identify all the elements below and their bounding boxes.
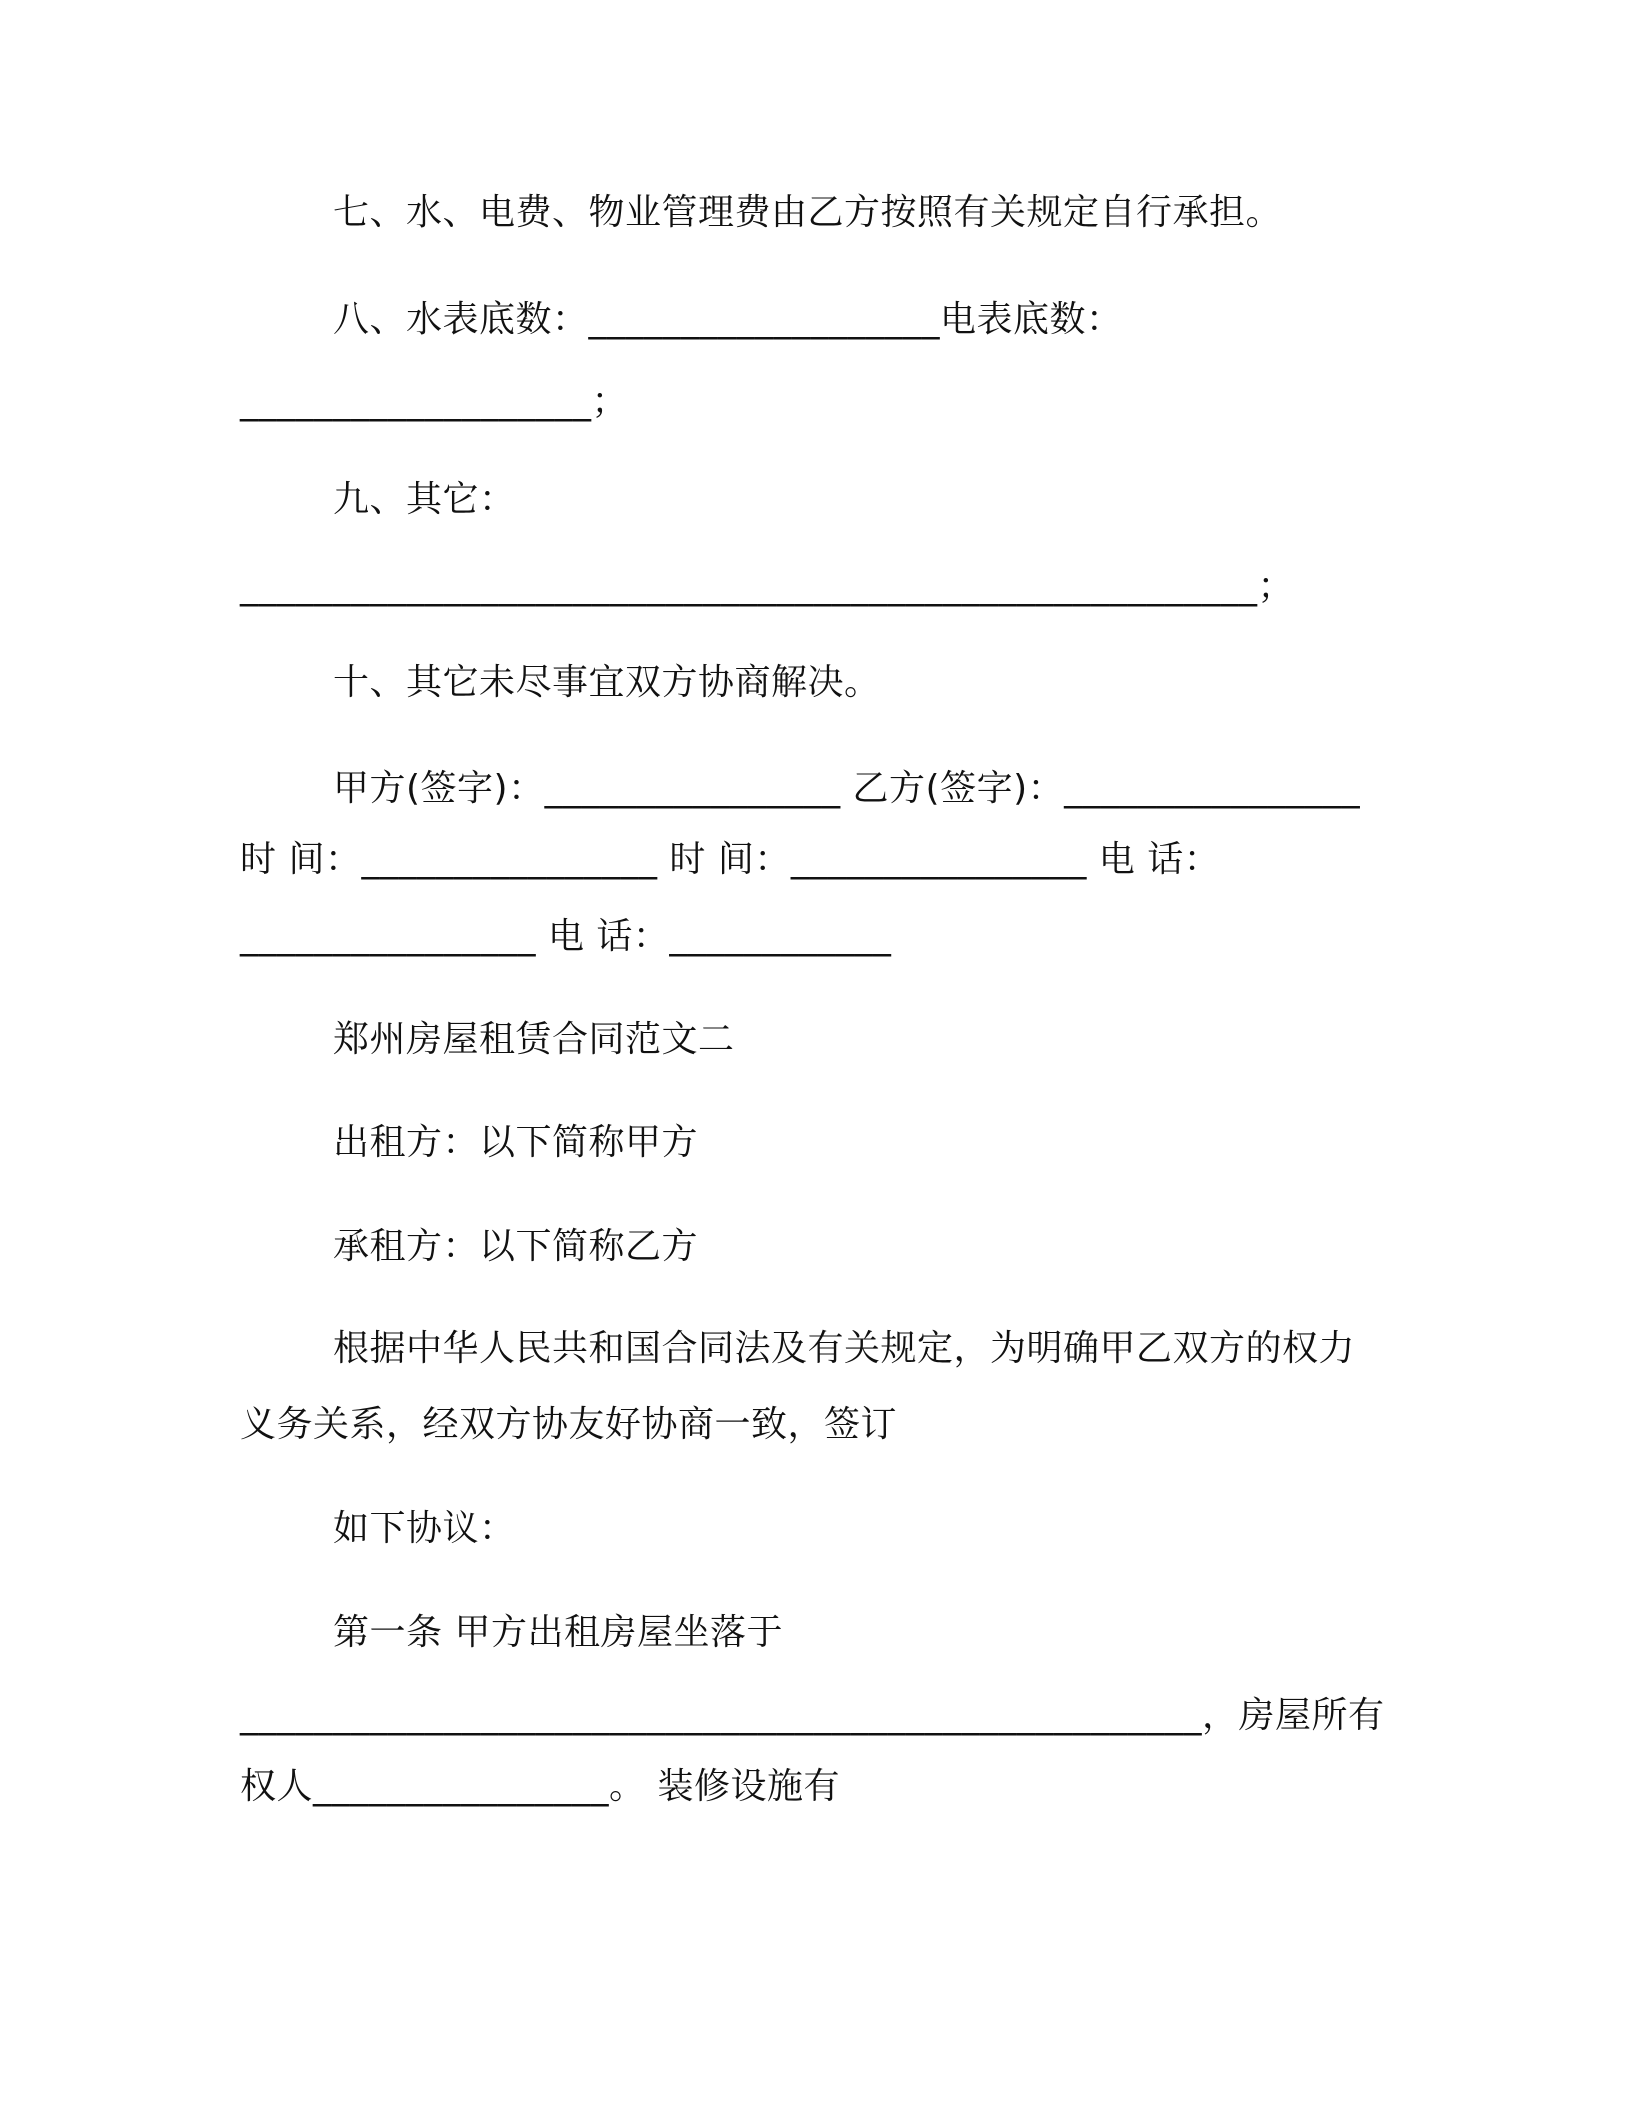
signature-line: 甲方(签字)：________________ 乙方(签字)：________________ [333, 768, 1361, 809]
clause-8-meter-readings: 八、水表底数：___________________电表底数： [333, 299, 1123, 340]
clause-8-meter-readings-cont: ___________________； [240, 381, 628, 422]
article-1-owner-line: 权人________________。 装修设施有 [240, 1766, 840, 1807]
signature-date-line: 时 间：________________ 时 间：________________ 电 话： [240, 839, 1221, 880]
clause-9-other-blank: _______________________________________________________； [240, 566, 1294, 607]
preamble-line-2: 义务关系，经双方协友好协商一致，签订 [240, 1404, 898, 1445]
article-1-heading: 第一条 甲方出租房屋坐落于 [333, 1612, 783, 1653]
signature-phone-line: ________________ 电 话：____________ [240, 916, 892, 957]
clause-10-negotiation: 十、其它未尽事宜双方协商解决。 [333, 662, 881, 703]
clause-9-other: 九、其它： [333, 479, 516, 520]
clause-7-utilities: 七、水、电费、物业管理费由乙方按照有关规定自行承担。 [333, 192, 1283, 233]
article-1-location-line: ____________________________________________________，房屋所有 [240, 1695, 1385, 1736]
section-title: 郑州房屋租赁合同范文二 [333, 1019, 735, 1060]
lessor-line: 出租方：以下简称甲方 [333, 1122, 699, 1163]
preamble-line-1: 根据中华人民共和国合同法及有关规定，为明确甲乙双方的权力 [333, 1328, 1356, 1369]
lessee-line: 承租方：以下简称乙方 [333, 1226, 699, 1267]
agreement-intro: 如下协议： [333, 1508, 516, 1549]
